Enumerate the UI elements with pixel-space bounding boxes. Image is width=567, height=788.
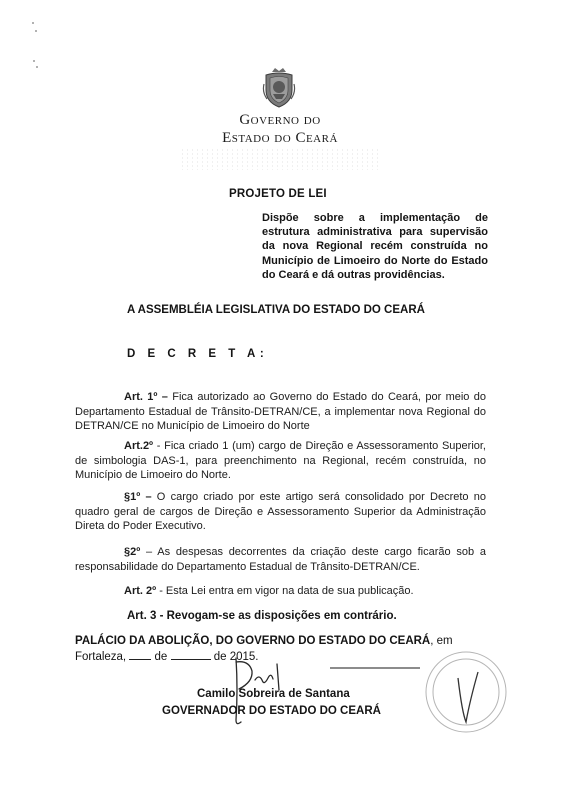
document-title: PROJETO DE LEI <box>229 188 327 200</box>
closing-location-date: PALÁCIO DA ABOLIÇÃO, DO GOVERNO DO ESTADO DO CEARÁ, em Fortaleza, de de 2015. <box>75 635 453 663</box>
signatory-role: GOVERNADOR DO ESTADO DO CEARÁ <box>162 705 381 717</box>
article-text: – As despesas decorrentes da criação deste cargo ficarão sob a responsabilidade do Departamento Estadual de Trânsito-DETRAN/CE. <box>75 546 486 573</box>
article-label: Art.2º <box>124 440 154 452</box>
ementa-summary: Dispõe sobre a implementação de estrutura administrativa para supervisão da nova Regional recém construída no Município de Limoeiro do Norte do Estado do Ceará e dá outras providências. <box>262 212 488 281</box>
article-text: - Esta Lei entra em vigor na data de sua publicação. <box>156 585 414 597</box>
assembly-heading: A ASSEMBLÉIA LEGISLATIVA DO ESTADO DO CEARÁ <box>127 304 425 316</box>
year: 2015. <box>229 651 259 663</box>
article-text: Fica autorizado ao Governo do Estado do Ceará, por meio do Departamento Estadual de Trânsito-DETRAN/CE, a implementar nova Regional do DETRAN/CE no Município de Limoeiro do Norte <box>75 391 487 433</box>
article-text: O cargo criado por este artigo será consolidado por Decreto no quadro geral de cargos de Direção e Assessoramento Superior da Administração Direta do Poder Executivo. <box>75 491 486 533</box>
palace-name: PALÁCIO DA ABOLIÇÃO, DO GOVERNO DO ESTADO DO CEARÁ <box>75 635 431 647</box>
decree-heading: D E C R E T A: <box>127 348 269 360</box>
letterhead-line-2: ESTADO DO CEARÁ <box>222 130 338 146</box>
article-label: Art. 1º – <box>124 391 168 403</box>
letterhead-line-1: GOVERNO DO <box>239 112 321 128</box>
article-label: §2º <box>124 546 141 558</box>
signatory-name: Camilo Sobreira de Santana <box>197 688 350 700</box>
article-label: §1º – <box>124 491 152 503</box>
article-label: Art. 2º <box>124 585 157 597</box>
rubric-initial <box>458 672 478 722</box>
revocation-clause: Art. 3 - Revogam-se as disposições em contrário. <box>127 610 397 622</box>
article-text: - Fica criado 1 (um) cargo de Direção e Assessoramento Superior, de simbologia DAS-1, para preenchimento na Regional, recém construída, no Município de Limoeiro do Norte. <box>75 440 486 482</box>
